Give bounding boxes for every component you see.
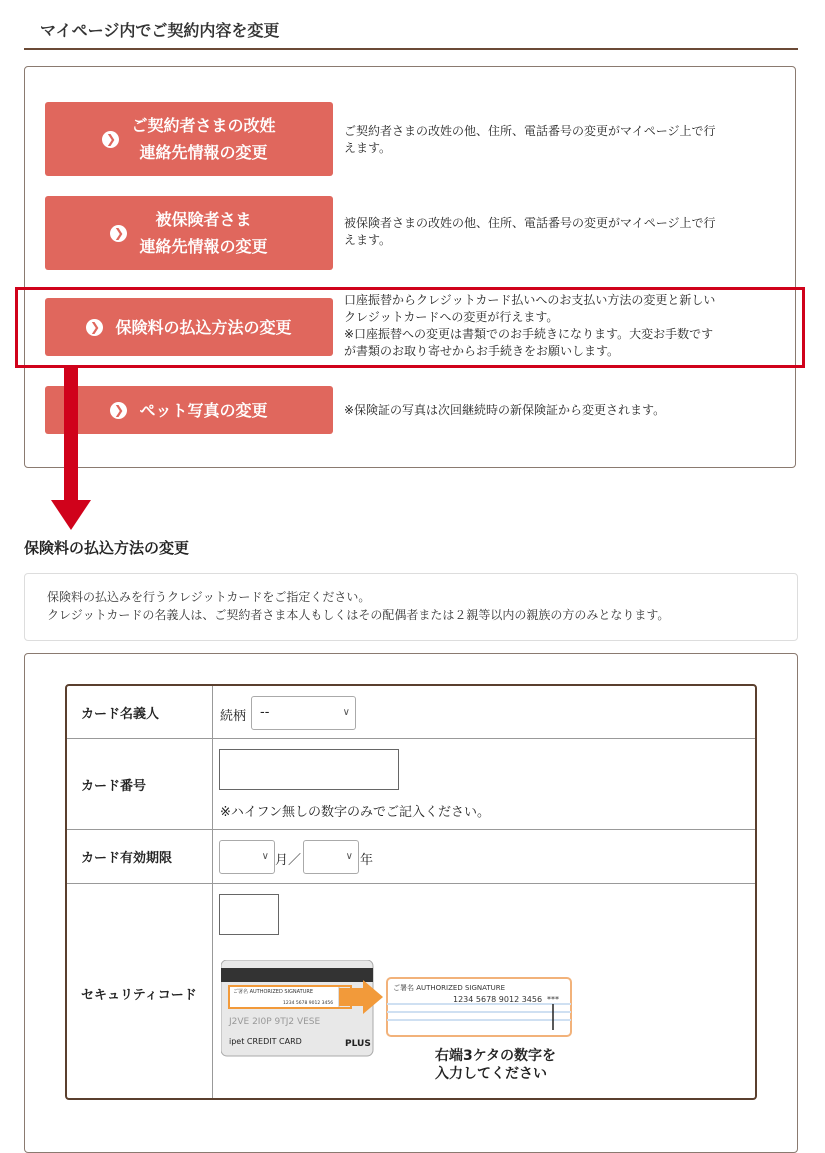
card-brand: ipet CREDIT CARD xyxy=(229,1037,302,1046)
card-holder-label: カード名義人 xyxy=(67,686,213,738)
card-number-label: カード番号 xyxy=(67,739,213,829)
button-label: ご契約者さまの改姓 連絡先情報の変更 xyxy=(131,116,276,162)
change-insured-info-button[interactable] xyxy=(45,196,333,270)
card-holder-row xyxy=(67,686,755,739)
security-code-input[interactable] xyxy=(219,894,279,935)
relation-prefix: 続柄 xyxy=(220,709,247,724)
card-logo: PLUS xyxy=(345,1039,371,1049)
menu-description: ※保険証の写真は次回継続時の新保険証から変更されます。 xyxy=(344,403,666,417)
zoom-number: 1234 5678 9012 3456 xyxy=(453,995,543,1004)
chevron-right-icon: ❯ xyxy=(110,402,127,419)
relation-select[interactable] xyxy=(251,696,356,730)
zoom-sig: ご署名 AUTHORIZED SIGNATURE xyxy=(393,984,506,992)
menu-description: ご契約者さまの改姓の他、住所、電話番号の変更がマイページ上で行 えます。 xyxy=(344,124,716,155)
card-number-small: 1234 5678 9012 3456 xyxy=(283,1001,334,1006)
expiry-month-select[interactable] xyxy=(219,840,275,874)
expiry-year-select[interactable] xyxy=(303,840,359,874)
chevron-right-icon: ❯ xyxy=(110,225,127,242)
security-code-row xyxy=(67,884,755,1100)
button-label: 被保険者さま 連絡先情報の変更 xyxy=(139,210,268,256)
chevron-down-icon: ∨ xyxy=(261,851,269,862)
down-arrow-head xyxy=(51,500,91,530)
section-title: マイページ内でご契約内容を変更 xyxy=(40,21,280,40)
year-unit: 年 xyxy=(360,853,374,868)
card-number-input[interactable] xyxy=(219,749,399,790)
change-contractor-info-button[interactable] xyxy=(45,102,333,176)
menu-description: 被保険者さまの改姓の他、住所、電話番号の変更がマイページ上で行 えます。 xyxy=(344,216,716,247)
card-expiry-label: カード有効期限 xyxy=(67,830,213,883)
card-sig-small: ご署名 AUTHORIZED SIGNATURE xyxy=(233,989,314,995)
section-divider xyxy=(24,48,798,50)
security-code-caption: 右端3ケタの数字を 入力してください xyxy=(435,1048,557,1082)
card-expiry-row xyxy=(67,830,755,884)
button-label: 保険料の払込方法の変更 xyxy=(115,317,292,337)
menu-description: 口座振替からクレジットカード払いへのお支払い方法の変更と新しい クレジットカードへの変更が行えます。 ※口座振替への変更は書類でのお手続きになります。大変お手数です が書類のお取り寄せからお手続きをお願いします。 xyxy=(344,293,716,358)
svg-text:J2VE 2I0P 9TJ2 VESE: J2VE 2I0P 9TJ2 VESE xyxy=(229,1017,321,1027)
chevron-down-icon: ∨ xyxy=(345,851,353,862)
relation-select-value: -- xyxy=(260,705,270,720)
chevron-right-icon: ❯ xyxy=(102,131,119,148)
highlight-box xyxy=(15,287,805,368)
change-pet-photo-button[interactable] xyxy=(45,386,333,434)
notice-line: クレジットカードの名義人は、ご契約者さま本人もしくはその配偶者または２親等以内の親族の方のみとなります。 xyxy=(47,608,670,622)
card-form-table xyxy=(65,684,757,1100)
card-number-hint: ※ハイフン無しの数字のみでご記入ください。 xyxy=(220,805,490,820)
notice-line: 保険料の払込みを行うクレジットカードをご指定ください。 xyxy=(47,590,371,604)
chevron-down-icon: ∨ xyxy=(342,707,350,718)
month-unit: 月／ xyxy=(275,853,302,868)
security-code-label: セキュリティコード xyxy=(67,884,213,1100)
form-title: 保険料の払込方法の変更 xyxy=(24,539,190,557)
chevron-right-icon: ❯ xyxy=(86,319,103,336)
notice-box xyxy=(24,573,798,641)
zoom-code: *** xyxy=(547,995,559,1004)
down-arrow-icon xyxy=(64,368,78,500)
card-number-row xyxy=(67,739,755,830)
button-label: ペット写真の変更 xyxy=(139,400,268,420)
